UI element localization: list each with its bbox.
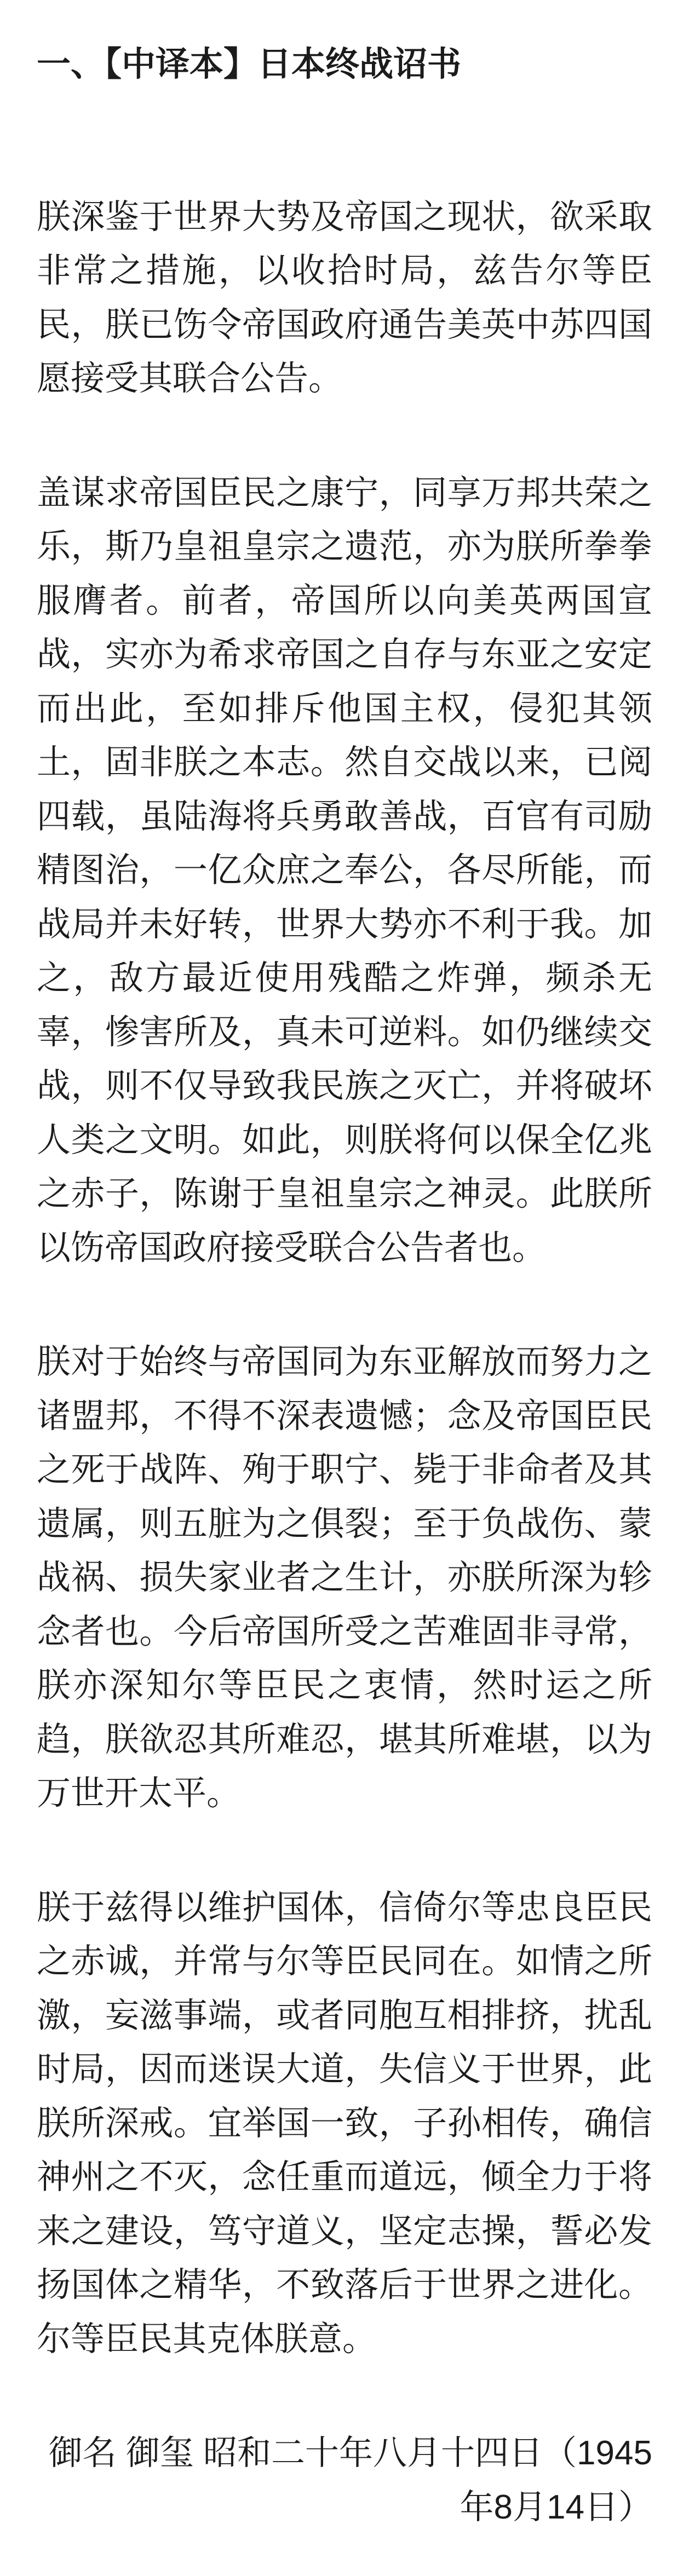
paragraph-4: 朕于兹得以维护国体，信倚尔等忠良臣民之赤诚，并常与尔等臣民同在。如情之所激，妄滋事端，或者同胞互相排挤，扰乱时局，因而迷误大道，失信义于世界，此朕所深戒。宜举国一致，子孙相传，确信神州之不灭，念任重而道远，倾全力于将来之建设，笃守道义，坚定志操，誓必发扬国体之精华，不致落后于世界之进化。尔等臣民其克体朕意。: [37, 1888, 652, 2358]
signature-date-line: 御名 御玺 昭和二十年八月十四日（1945年8月14日）: [48, 2434, 652, 2526]
paragraph-1: 朕深鉴于世界大势及帝国之现状，欲采取非常之措施，以收拾时局，兹告尔等臣民，朕已饬令帝国政府通告美英中苏四国愿接受其联合公告。: [37, 198, 652, 397]
document-title: 一、【中译本】日本终战诏书: [37, 45, 462, 83]
paragraph-2: 盖谋求帝国臣民之康宁，同享万邦共荣之乐，斯乃皇祖皇宗之遗范，亦为朕所拳拳服膺者。前者，帝国所以向美英两国宣战，实亦为希求帝国之自存与东亚之安定而出此，至如排斥他国主权，侵犯其领土，固非朕之本志。然自交战以来，已阅四载，虽陆海将兵勇敢善战，百官有司励精图治，一亿众庶之奉公，各尽所能，而战局并未好转，世界大势亦不利于我。加之，敌方最近使用残酷之炸弹，频杀无辜，惨害所及，真未可逆料。如仍继续交战，则不仅导致我民族之灭亡，并将破坏人类之文明。如此，则朕将何以保全亿兆之赤子，陈谢于皇祖皇宗之神灵。此朕所以饬帝国政府接受联合公告者也。: [37, 474, 652, 1267]
paragraph-3: 朕对于始终与帝国同为东亚解放而努力之诸盟邦，不得不深表遗憾；念及帝国臣民之死于战阵、殉于职宁、毙于非命者及其遗属，则五脏为之俱裂；至于负战伤、蒙战祸、损失家业者之生计，亦朕所深为轸念者也。今后帝国所受之苦难固非寻常，朕亦深知尔等臣民之衷情，然时运之所趋，朕欲忍其所难忍，堪其所难堪，以为万世开太平。: [37, 1343, 652, 1812]
